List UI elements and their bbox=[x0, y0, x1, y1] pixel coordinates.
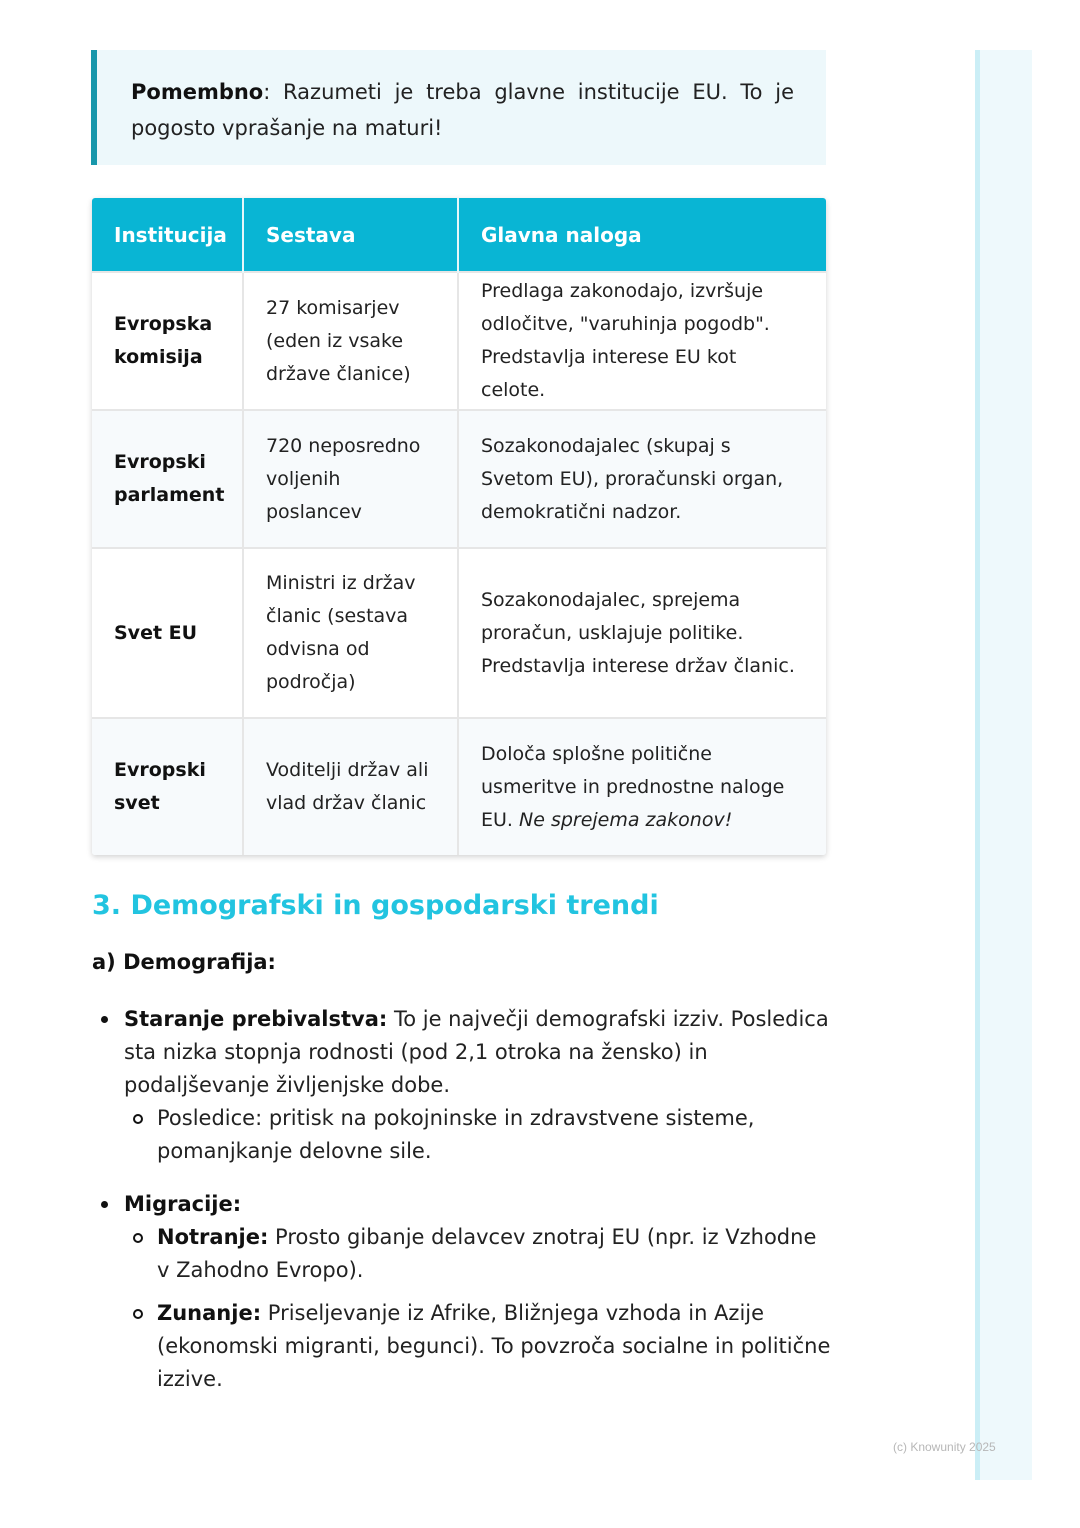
header-task: Glavna naloga bbox=[458, 198, 826, 272]
institution-cell: Evropska komisija bbox=[92, 272, 243, 410]
composition-cell: 27 komisarjev (eden iz vsake države članice) bbox=[243, 272, 458, 410]
header-composition: Sestava bbox=[243, 198, 458, 272]
task-cell: Predlaga zakonodajo, izvršuje odločitve, "varuhinja pogodb". Predstavlja interese EU kot celote. bbox=[458, 272, 826, 410]
internal-lead: Notranje: bbox=[157, 1225, 269, 1249]
institution-cell: Svet EU bbox=[92, 548, 243, 718]
table-header-row bbox=[92, 198, 826, 272]
institutions-table bbox=[92, 198, 826, 855]
list-item-aging bbox=[92, 1003, 832, 1168]
task-cell: Sozakonodajalec (skupaj s Svetom EU), proračunski organ, demokratični nadzor. bbox=[458, 410, 826, 548]
table-row bbox=[92, 410, 826, 548]
note-text: : Razumeti je treba glavne institucije EU. To je pogosto vprašanje na maturi! bbox=[131, 80, 794, 140]
external-lead: Zunanje: bbox=[157, 1301, 262, 1325]
task-emphasis: Ne sprejema zakonov! bbox=[519, 808, 733, 831]
important-note bbox=[91, 50, 826, 165]
subsection-title: a) Demografija: bbox=[92, 950, 276, 974]
task-cell: Sozakonodajalec, sprejema proračun, usklajuje politike. Predstavlja interese držav članic. bbox=[458, 548, 826, 718]
internal-text: Prosto gibanje delavcev znotraj EU (npr. iz Vzhodne v Zahodno Evropo). bbox=[157, 1225, 817, 1282]
composition-cell: Voditelji držav ali vlad držav članic bbox=[243, 718, 458, 855]
institution-cell: Evropski parlament bbox=[92, 410, 243, 548]
external-text: Priseljevanje iz Afrike, Bližnjega vzhoda in Azije (ekonomski migranti, begunci). To povzroča socialne in politične izzive. bbox=[157, 1301, 831, 1391]
task-text: Določa splošne politične usmeritve in prednostne naloge EU. bbox=[481, 742, 785, 831]
aging-lead: Staranje prebivalstva: bbox=[124, 1007, 388, 1031]
table-row bbox=[92, 548, 826, 718]
migration-internal bbox=[124, 1221, 832, 1287]
aging-consequences: Posledice: pritisk na pokojninske in zdravstvene sisteme, pomanjkanje delovne sile. bbox=[124, 1102, 832, 1168]
aging-sublist bbox=[124, 1102, 832, 1168]
header-institution: Institucija bbox=[92, 198, 243, 272]
migration-external bbox=[124, 1297, 832, 1396]
section-title: 3. Demografski in gospodarski trendi bbox=[92, 890, 659, 921]
demography-list bbox=[92, 1003, 832, 1396]
composition-cell: 720 neposredno voljenih poslancev bbox=[243, 410, 458, 548]
migration-sublist bbox=[124, 1221, 832, 1396]
note-label: Pomembno bbox=[131, 80, 264, 104]
institution-cell: Evropski svet bbox=[92, 718, 243, 855]
table-row bbox=[92, 272, 826, 410]
migration-lead: Migracije: bbox=[124, 1192, 242, 1216]
task-cell bbox=[458, 718, 826, 855]
list-item-migration bbox=[92, 1188, 832, 1396]
side-decoration bbox=[975, 50, 1032, 1480]
table-row bbox=[92, 718, 826, 855]
aging-text: To je največji demografski izziv. Posledica sta nizka stopnja rodnosti (pod 2,1 otroka na žensko) in podaljševanje življenjske dobe. bbox=[124, 1007, 829, 1097]
composition-cell: Ministri iz držav članic (sestava odvisna od področja) bbox=[243, 548, 458, 718]
copyright-footer: (c) Knowunity 2025 bbox=[893, 1440, 996, 1454]
